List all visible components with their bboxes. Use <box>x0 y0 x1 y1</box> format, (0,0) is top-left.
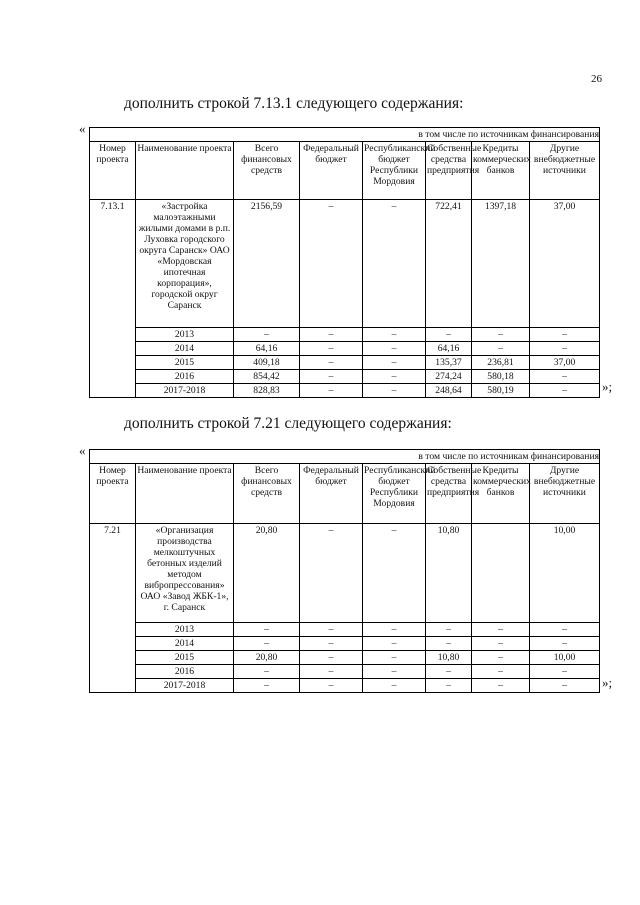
other-cell: – <box>530 637 600 651</box>
republic-cell: – <box>363 342 426 356</box>
financing-table-2 <box>89 449 600 693</box>
project-total: 2156,59 <box>234 200 300 328</box>
col-header-federal: Федеральный бюджет <box>300 142 363 200</box>
republic-cell: – <box>363 384 426 398</box>
republic-cell: – <box>363 370 426 384</box>
header-span: в том числе по источникам финансирования <box>90 450 600 464</box>
project-federal: – <box>300 200 363 328</box>
other-cell: 10,00 <box>530 651 600 665</box>
total-cell: – <box>234 665 300 679</box>
col-header-federal: Федеральный бюджет <box>300 464 363 524</box>
republic-cell: – <box>363 651 426 665</box>
project-other: 37,00 <box>530 200 600 328</box>
year-cell: 2016 <box>136 370 234 384</box>
project-other: 10,00 <box>530 524 600 623</box>
federal-cell: – <box>300 384 363 398</box>
section-heading-2: дополнить строкой 7.21 следующего содержания: <box>124 415 452 432</box>
own-cell: 10,80 <box>426 651 472 665</box>
credits-cell: 580,19 <box>472 384 530 398</box>
project-own: 722,41 <box>426 200 472 328</box>
project-federal: – <box>300 524 363 623</box>
col-header-total: Всего финансовых средств <box>234 464 300 524</box>
table-row <box>90 356 600 370</box>
table-row <box>90 384 600 398</box>
year-cell: 2015 <box>136 651 234 665</box>
col-header-name: Наименование проекта <box>136 464 234 524</box>
quote-open-2: « <box>79 443 86 458</box>
quote-open-1: « <box>79 121 86 136</box>
col-header-name: Наименование проекта <box>136 142 234 200</box>
project-row <box>90 524 600 623</box>
year-cell: 2014 <box>136 637 234 651</box>
federal-cell: – <box>300 623 363 637</box>
table-row <box>90 679 600 693</box>
header-span: в том числе по источникам финансирования <box>90 128 600 142</box>
col-header-own: Собственные средства предприятия <box>426 464 472 524</box>
other-cell: – <box>530 679 600 693</box>
quote-close-1: »; <box>602 379 613 394</box>
federal-cell: – <box>300 342 363 356</box>
project-number: 7.21 <box>90 524 136 693</box>
col-header-credits: Кредиты коммерческих банков <box>472 464 530 524</box>
own-cell: 274,24 <box>426 370 472 384</box>
other-cell: – <box>530 342 600 356</box>
col-header-republic: Республиканский бюджет Республики Мордовия <box>363 464 426 524</box>
col-header-credits: Кредиты коммерческих банков <box>472 142 530 200</box>
credits-cell: – <box>472 665 530 679</box>
republic-cell: – <box>363 623 426 637</box>
own-cell: 248,64 <box>426 384 472 398</box>
other-cell: – <box>530 384 600 398</box>
total-cell: – <box>234 623 300 637</box>
quote-close-2: »; <box>602 675 613 690</box>
col-header-total: Всего финансовых средств <box>234 142 300 200</box>
total-cell: 854,42 <box>234 370 300 384</box>
table-row <box>90 665 600 679</box>
republic-cell: – <box>363 356 426 370</box>
other-cell: – <box>530 665 600 679</box>
project-own: 10,80 <box>426 524 472 623</box>
table-row <box>90 651 600 665</box>
col-header-number: Номер проекта <box>90 464 136 524</box>
total-cell: – <box>234 328 300 342</box>
republic-cell: – <box>363 679 426 693</box>
total-cell: 20,80 <box>234 651 300 665</box>
project-republic: – <box>363 524 426 623</box>
other-cell: – <box>530 328 600 342</box>
total-cell: 409,18 <box>234 356 300 370</box>
table-row <box>90 623 600 637</box>
credits-cell: 236,81 <box>472 356 530 370</box>
col-header-own: Собственные средства предприятия <box>426 142 472 200</box>
year-cell: 2013 <box>136 328 234 342</box>
own-cell: – <box>426 637 472 651</box>
table-row <box>90 370 600 384</box>
other-cell: 37,00 <box>530 356 600 370</box>
own-cell: – <box>426 623 472 637</box>
col-header-number: Номер проекта <box>90 142 136 200</box>
year-cell: 2016 <box>136 665 234 679</box>
republic-cell: – <box>363 328 426 342</box>
col-header-republic: Республиканский бюджет Республики Мордовия <box>363 142 426 200</box>
republic-cell: – <box>363 637 426 651</box>
federal-cell: – <box>300 637 363 651</box>
own-cell: – <box>426 665 472 679</box>
credits-cell: – <box>472 623 530 637</box>
federal-cell: – <box>300 665 363 679</box>
other-cell: – <box>530 623 600 637</box>
col-header-other: Другие внебюджетные источники <box>530 464 600 524</box>
own-cell: – <box>426 679 472 693</box>
total-cell: – <box>234 679 300 693</box>
own-cell: 64,16 <box>426 342 472 356</box>
table-row <box>90 328 600 342</box>
project-name: «Застройка малоэтажными жилыми домами в р.п. Луховка городского округа Саранск» ОАО «Мордовская ипотечная корпорация», городской округ Саранск <box>136 200 234 328</box>
project-credits <box>472 524 530 623</box>
section-heading-1: дополнить строкой 7.13.1 следующего содержания: <box>124 95 464 112</box>
project-number: 7.13.1 <box>90 200 136 398</box>
project-name: «Организация производства мелкоштучных бетонных изделий методом вибропрессования» ОАО «Завод ЖБК-1», г. Саранск <box>136 524 234 623</box>
year-cell: 2014 <box>136 342 234 356</box>
table-row <box>90 637 600 651</box>
project-total: 20,80 <box>234 524 300 623</box>
own-cell: 135,37 <box>426 356 472 370</box>
project-credits: 1397,18 <box>472 200 530 328</box>
credits-cell: – <box>472 342 530 356</box>
col-header-other: Другие внебюджетные источники <box>530 142 600 200</box>
credits-cell: 580,18 <box>472 370 530 384</box>
federal-cell: – <box>300 328 363 342</box>
project-republic: – <box>363 200 426 328</box>
federal-cell: – <box>300 370 363 384</box>
year-cell: 2015 <box>136 356 234 370</box>
table-row <box>90 342 600 356</box>
federal-cell: – <box>300 356 363 370</box>
federal-cell: – <box>300 651 363 665</box>
project-row <box>90 200 600 328</box>
credits-cell: – <box>472 637 530 651</box>
financing-table-1 <box>89 127 600 398</box>
total-cell: 828,83 <box>234 384 300 398</box>
federal-cell: – <box>300 679 363 693</box>
page-number: 26 <box>591 73 602 85</box>
other-cell: – <box>530 370 600 384</box>
credits-cell: – <box>472 328 530 342</box>
total-cell: 64,16 <box>234 342 300 356</box>
year-cell: 2013 <box>136 623 234 637</box>
republic-cell: – <box>363 665 426 679</box>
total-cell: – <box>234 637 300 651</box>
credits-cell: – <box>472 679 530 693</box>
year-cell: 2017-2018 <box>136 384 234 398</box>
own-cell: – <box>426 328 472 342</box>
credits-cell: – <box>472 651 530 665</box>
year-cell: 2017-2018 <box>136 679 234 693</box>
